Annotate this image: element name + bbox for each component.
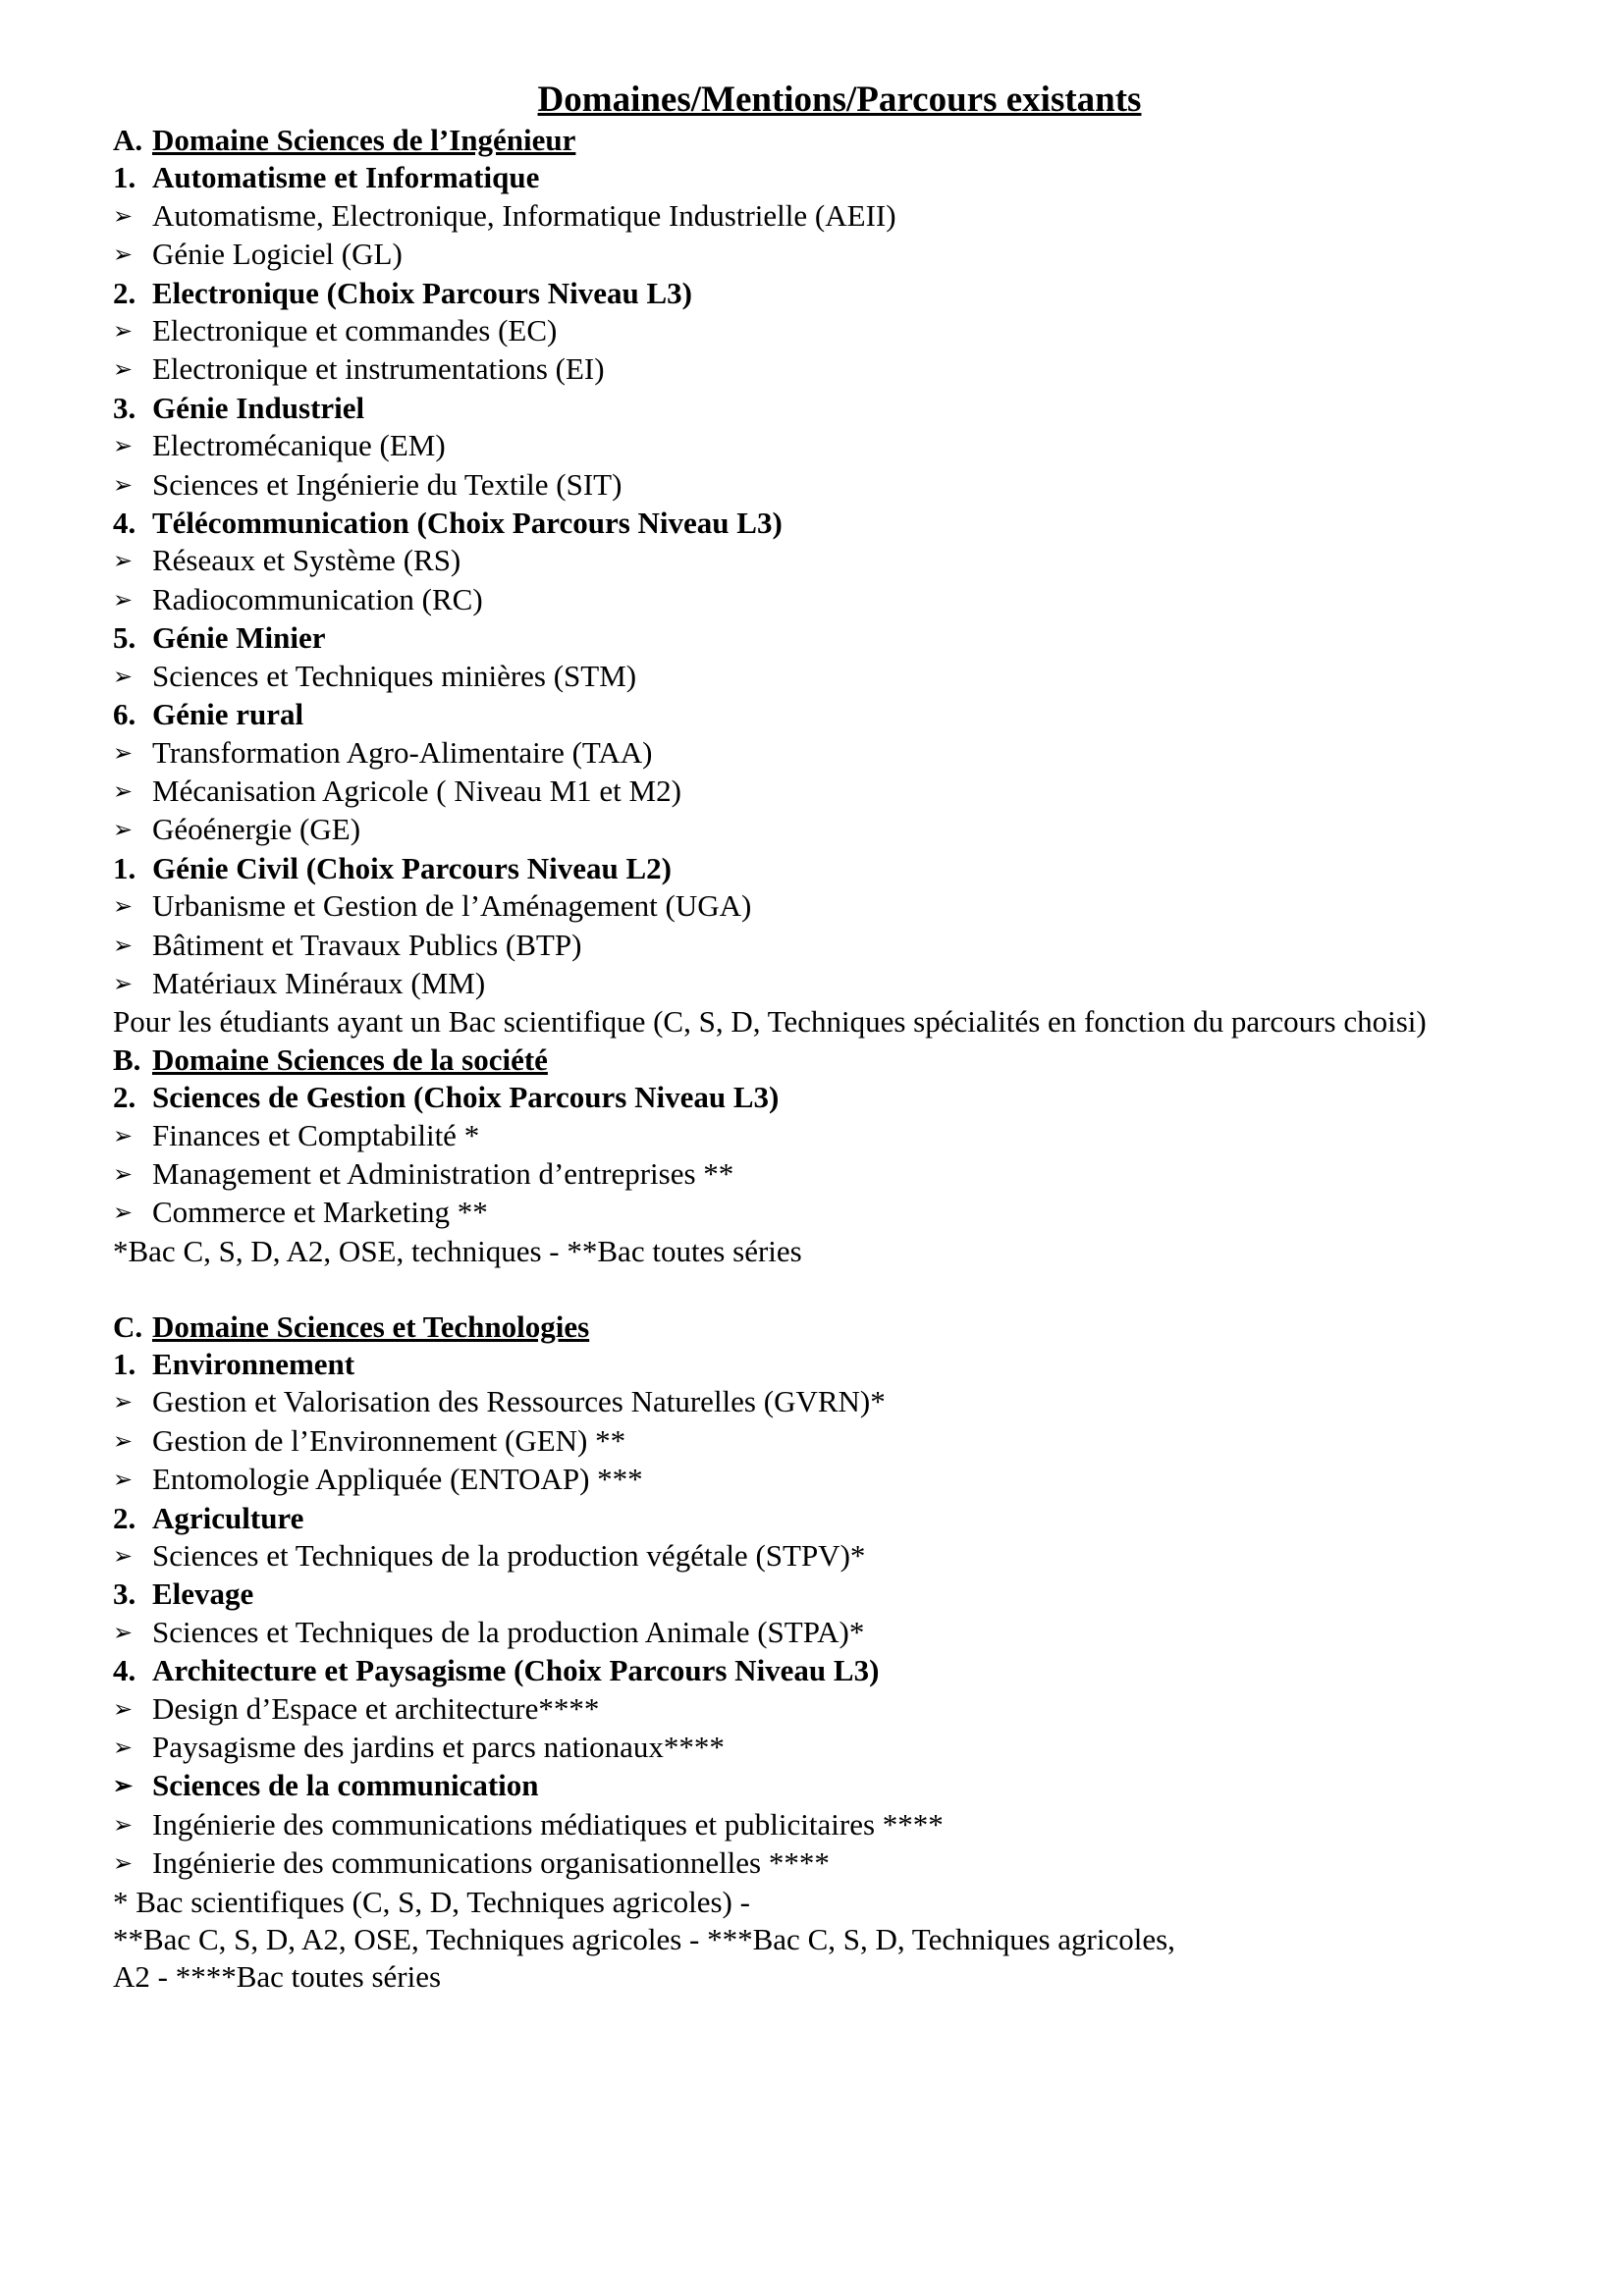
parcours-item	[113, 773, 1507, 811]
arrowhead-bullet-icon: ➢	[113, 1620, 134, 1646]
parcours-item	[113, 1422, 1507, 1461]
parcours-item	[113, 1461, 1507, 1499]
arrowhead-bullet-icon: ➢	[113, 1428, 134, 1455]
parcours-label: Paysagisme des jardins et parcs nationaux****	[152, 1730, 725, 1765]
parcours-label: Commerce et Marketing **	[152, 1195, 488, 1230]
parcours-label: Gestion de l’Environnement (GEN) **	[152, 1422, 626, 1458]
spacer	[113, 1270, 1507, 1308]
domain-letter: C.	[113, 1308, 143, 1344]
parcours-item	[113, 1844, 1507, 1883]
mention-heading	[113, 159, 1507, 196]
parcours-item	[113, 887, 1507, 926]
parcours-label: Automatisme, Electronique, Informatique Industrielle (AEII)	[152, 197, 896, 233]
mention-name: Environnement	[152, 1346, 355, 1381]
document-page	[113, 79, 1507, 1997]
arrowhead-bullet-icon: ➢	[113, 1696, 134, 1723]
mention-number: 3.	[113, 390, 136, 425]
parcours-item	[113, 581, 1507, 619]
mention-list	[113, 159, 1507, 1003]
mention-name: Génie Civil (Choix Parcours Niveau L2)	[152, 850, 672, 885]
note-line: A2 - ****Bac toutes séries	[113, 1959, 442, 1995]
parcours-item	[113, 1117, 1507, 1155]
parcours-item	[113, 466, 1507, 505]
mention-name: Sciences de Gestion (Choix Parcours Niveau L3)	[152, 1080, 780, 1115]
parcours-item	[113, 427, 1507, 465]
parcours-label: Réseaux et Système (RS)	[152, 543, 461, 578]
arrowhead-bullet-icon: ➢	[113, 357, 134, 384]
parcours-item	[113, 811, 1507, 849]
mention-number: 1.	[113, 1346, 136, 1381]
parcours-item	[113, 1806, 1507, 1844]
parcours-item	[113, 1537, 1507, 1575]
domain-name: Domaine Sciences de la société	[152, 1041, 548, 1077]
mention-heading	[113, 505, 1507, 542]
mention-number: 1.	[113, 160, 136, 195]
parcours-label: Electronique et instrumentations (EI)	[152, 351, 605, 387]
parcours-label: Transformation Agro-Alimentaire (TAA)	[152, 734, 653, 770]
parcours-list	[113, 1806, 1507, 1884]
parcours-item	[113, 734, 1507, 773]
parcours-label: Entomologie Appliquée (ENTOAP) ***	[152, 1462, 643, 1497]
parcours-item	[113, 1194, 1507, 1232]
arrowhead-bullet-icon: ➢	[113, 1123, 134, 1149]
arrowhead-bullet-icon: ➢	[113, 1812, 134, 1839]
mention-number: 2.	[113, 1500, 136, 1535]
arrowhead-bullet-icon: ➢	[113, 1544, 134, 1571]
mention-heading	[113, 275, 1507, 312]
parcours-label: Matériaux Minéraux (MM)	[152, 965, 486, 1000]
arrowhead-bullet-icon: ➢	[113, 203, 134, 230]
arrowhead-bullet-icon: ➢	[113, 664, 134, 690]
domain-heading	[113, 1308, 1507, 1346]
domain-name: Domaine Sciences et Technologies	[152, 1308, 590, 1344]
mention-number: 3.	[113, 1576, 136, 1612]
mention-number: 2.	[113, 275, 136, 310]
arrowhead-bullet-icon: ➢	[113, 933, 134, 959]
parcours-label: Gestion et Valorisation des Ressources Naturelles (GVRN)*	[152, 1384, 886, 1419]
parcours-label: Mécanisation Agricole ( Niveau M1 et M2)	[152, 773, 681, 808]
arrowhead-bullet-icon: ➢	[113, 1201, 134, 1227]
parcours-label: Génie Logiciel (GL)	[152, 237, 403, 272]
arrowhead-bullet-icon: ➢	[113, 740, 134, 767]
mention-number: 2.	[113, 1080, 136, 1115]
parcours-label: Radiocommunication (RC)	[152, 581, 483, 616]
mention-name: Agriculture	[152, 1500, 304, 1535]
mention-heading	[113, 850, 1507, 887]
mention-heading	[113, 1767, 1507, 1805]
parcours-label: Ingénierie des communications organisationnelles ****	[152, 1845, 830, 1881]
parcours-item	[113, 1729, 1507, 1767]
mention-name: Elevage	[152, 1576, 254, 1612]
parcours-label: Design d’Espace et architecture****	[152, 1690, 600, 1726]
mention-name: Génie Minier	[152, 620, 326, 656]
arrowhead-bullet-icon: ➢	[113, 1161, 134, 1188]
mention-heading	[113, 619, 1507, 657]
parcours-label: Finances et Comptabilité *	[152, 1117, 480, 1152]
arrowhead-bullet-icon: ➢	[113, 1774, 134, 1800]
domain-heading	[113, 122, 1507, 159]
domain-note: Pour les étudiants ayant un Bac scientifique (C, S, D, Techniques spécialités en fonction du parcours choisi)	[113, 1004, 1427, 1040]
mention-name: Génie Industriel	[152, 390, 365, 425]
arrowhead-bullet-icon: ➢	[113, 1468, 134, 1494]
domain-letter: B.	[113, 1041, 141, 1077]
mention-heading	[113, 1079, 1507, 1116]
mention-heading	[113, 1346, 1507, 1383]
parcours-item	[113, 1614, 1507, 1652]
parcours-item	[113, 236, 1507, 274]
mention-heading	[113, 390, 1507, 427]
mention-number: 6.	[113, 697, 136, 732]
arrowhead-bullet-icon: ➢	[113, 778, 134, 805]
parcours-item	[113, 1383, 1507, 1421]
note-line: * Bac scientifiques (C, S, D, Techniques agricoles) -	[113, 1884, 750, 1919]
arrowhead-bullet-icon: ➢	[113, 434, 134, 460]
mention-heading	[113, 1500, 1507, 1537]
mention-list	[113, 1346, 1507, 1767]
mention-number: 1.	[113, 850, 136, 885]
domain-name: Domaine Sciences de l’Ingénieur	[152, 123, 576, 157]
arrowhead-bullet-icon: ➢	[113, 242, 134, 269]
arrowhead-bullet-icon: ➢	[113, 1851, 134, 1878]
parcours-item	[113, 197, 1507, 236]
arrowhead-bullet-icon: ➢	[113, 587, 134, 614]
parcours-item	[113, 1155, 1507, 1194]
parcours-label: Sciences et Techniques minières (STM)	[152, 658, 637, 693]
note-line: **Bac C, S, D, A2, OSE, Techniques agricoles - ***Bac C, S, D, Techniques agricoles,	[113, 1922, 1175, 1957]
parcours-label: Ingénierie des communications médiatiques et publicitaires ****	[152, 1806, 944, 1842]
parcours-label: Sciences et Techniques de la production Animale (STPA)*	[152, 1614, 865, 1649]
arrowhead-bullet-icon: ➢	[113, 971, 134, 997]
page-title: Domaines/Mentions/Parcours existants	[537, 80, 1142, 120]
parcours-label: Sciences et Ingénierie du Textile (SIT)	[152, 466, 623, 502]
parcours-label: Géoénergie (GE)	[152, 812, 361, 847]
mention-name: Génie rural	[152, 697, 304, 732]
domain-heading	[113, 1041, 1507, 1079]
mention-name: Télécommunication (Choix Parcours Niveau L3)	[152, 506, 783, 541]
arrowhead-bullet-icon: ➢	[113, 1735, 134, 1762]
mention-number: 4.	[113, 506, 136, 541]
parcours-item	[113, 965, 1507, 1003]
parcours-label: Bâtiment et Travaux Publics (BTP)	[152, 927, 582, 962]
mention-name: Architecture et Paysagisme (Choix Parcours Niveau L3)	[152, 1653, 880, 1688]
arrowhead-bullet-icon: ➢	[113, 1390, 134, 1416]
parcours-item	[113, 312, 1507, 350]
mention-name: Electronique (Choix Parcours Niveau L3)	[152, 275, 692, 310]
arrowhead-bullet-icon: ➢	[113, 894, 134, 921]
mention-number: 5.	[113, 620, 136, 656]
domain-note: *Bac C, S, D, A2, OSE, techniques - **Bac toutes séries	[113, 1233, 802, 1268]
arrowhead-bullet-icon: ➢	[113, 319, 134, 346]
parcours-label: Urbanisme et Gestion de l’Aménagement (UGA)	[152, 888, 752, 924]
domain-letter: A.	[113, 123, 143, 157]
parcours-label: Management et Administration d’entreprises **	[152, 1155, 734, 1191]
mention-name: Automatisme et Informatique	[152, 160, 540, 195]
parcours-item	[113, 1690, 1507, 1729]
parcours-item	[113, 350, 1507, 389]
parcours-item	[113, 542, 1507, 580]
mention-list	[113, 1079, 1507, 1233]
arrowhead-bullet-icon: ➢	[113, 472, 134, 499]
mention-heading	[113, 696, 1507, 733]
parcours-item	[113, 927, 1507, 965]
domain-notes	[113, 1884, 1507, 1997]
parcours-label: Sciences et Techniques de la production végétale (STPV)*	[152, 1538, 866, 1574]
mention-heading	[113, 1652, 1507, 1689]
parcours-label: Electronique et commandes (EC)	[152, 313, 558, 348]
mention-number: 4.	[113, 1653, 136, 1688]
mention-name: Sciences de la communication	[152, 1768, 539, 1803]
parcours-item	[113, 658, 1507, 696]
mention-heading	[113, 1575, 1507, 1613]
parcours-label: Electromécanique (EM)	[152, 428, 446, 463]
arrowhead-bullet-icon: ➢	[113, 818, 134, 844]
arrowhead-bullet-icon: ➢	[113, 549, 134, 575]
